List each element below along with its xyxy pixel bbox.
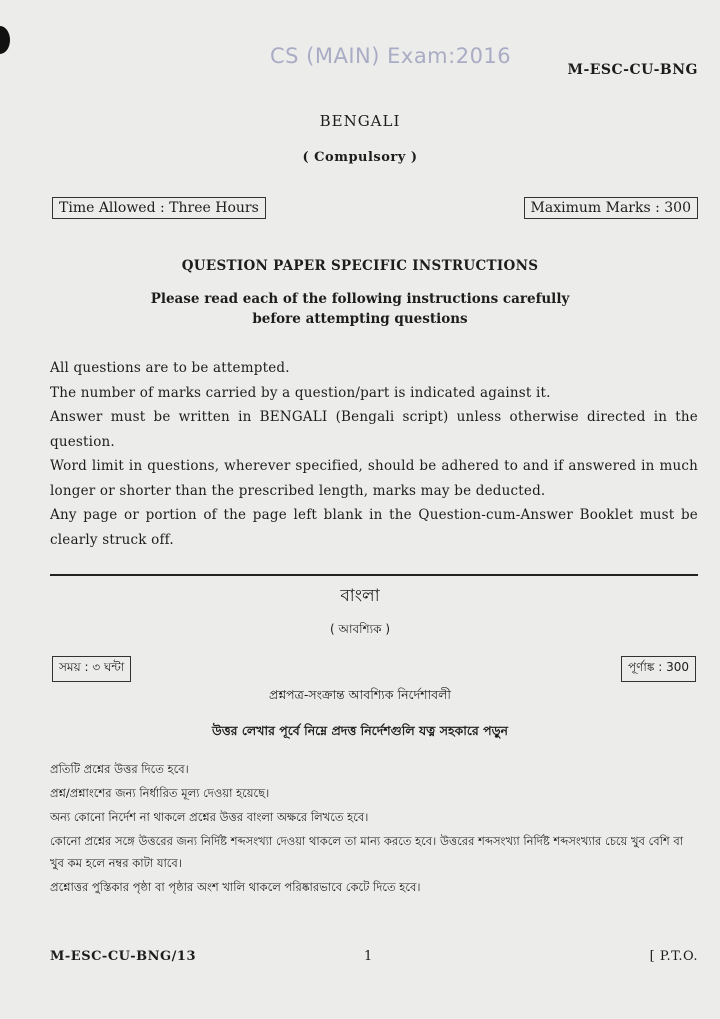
instruction-item: All questions are to be attempted.	[50, 360, 290, 376]
please-turn-over: [ P.T.O.	[649, 949, 698, 964]
punch-hole-mark	[0, 26, 10, 54]
exam-stamp: CS (MAIN) Exam:2016	[270, 44, 512, 68]
instruction-item: The number of marks carried by a question/part is indicated against it.	[50, 384, 551, 401]
bengali-time-box: সময় : ৩ ঘন্টা	[52, 656, 131, 682]
bengali-instruction-item: অন্য কোনো নির্দেশ না থাকলে প্রশ্নের উত্তর বাংলা অক্ষরে লিখতে হবে।	[50, 810, 369, 824]
instruction-item: Answer must be written in BENGALI (Bengali script) unless otherwise directed in the question.	[50, 409, 698, 450]
bengali-compulsory-label: ( আবশ্যিক )	[329, 622, 391, 636]
subject-title: BENGALI	[319, 112, 401, 130]
bengali-instructions-title: প্রশ্নপত্র-সংক্রান্ত আবশ্যিক নির্দেশাবলী	[268, 687, 452, 702]
read-carefully-note	[0, 289, 720, 329]
english-instructions	[50, 356, 698, 552]
compulsory-label: ( Compulsory )	[302, 150, 418, 165]
time-allowed-box: Time Allowed : Three Hours	[52, 197, 266, 219]
paper-code: M-ESC-CU-BNG	[567, 62, 698, 78]
instruction-item: Any page or portion of the page left blank in the Question-cum-Answer Booklet must be clearly struck off.	[50, 507, 698, 548]
bengali-instructions	[50, 758, 698, 900]
instructions-title: QUESTION PAPER SPECIFIC INSTRUCTIONS	[181, 258, 539, 274]
bengali-instruction-item: প্রশ্নোত্তর পুস্তিকার পৃষ্ঠা বা পৃষ্ঠার অংশ খালি থাকলে পরিষ্কারভাবে কেটে দিতে হবে।	[50, 880, 421, 894]
footer-paper-code: M-ESC-CU-BNG/13	[50, 949, 196, 964]
bengali-read-carefully-note: উত্তর লেখার পূর্বে নিম্নে প্রদত্ত নির্দেশগুলি যত্ন সহকারে পড়ুন	[211, 723, 509, 738]
read-carefully-line-2: before attempting questions	[252, 311, 468, 327]
maximum-marks-box: Maximum Marks : 300	[524, 197, 698, 219]
bengali-instruction-item: প্রতিটি প্রশ্নের উত্তর দিতে হবে।	[50, 762, 189, 776]
bengali-instruction-item: কোনো প্রশ্নের সঙ্গে উত্তরের জন্য নির্দিষ্ট শব্দসংখ্যা দেওয়া থাকলে তা মান্য করতে হবে। উত্তরের শব্দসংখ্যা নির্দিষ্ট শব্দসংখ্যার চেয়ে খুব বেশি বা খুব কম হলে নম্বর কাটা যাবে।	[50, 834, 684, 870]
instruction-item: Word limit in questions, wherever specified, should be adhered to and if answered in much longer or shorter than the prescribed length, marks may be deducted.	[50, 458, 698, 499]
read-carefully-line-1: Please read each of the following instructions carefully	[150, 291, 570, 307]
bengali-title: বাংলা	[340, 586, 380, 606]
bengali-marks-box: পূর্ণাঙ্ক : 300	[621, 656, 696, 682]
section-divider	[50, 574, 698, 576]
page-number: 1	[364, 949, 373, 964]
bengali-instruction-item: প্রশ্ন/প্রশ্নাংশের জন্য নির্ধারিত মূল্য দেওয়া হয়েছে।	[50, 786, 270, 800]
